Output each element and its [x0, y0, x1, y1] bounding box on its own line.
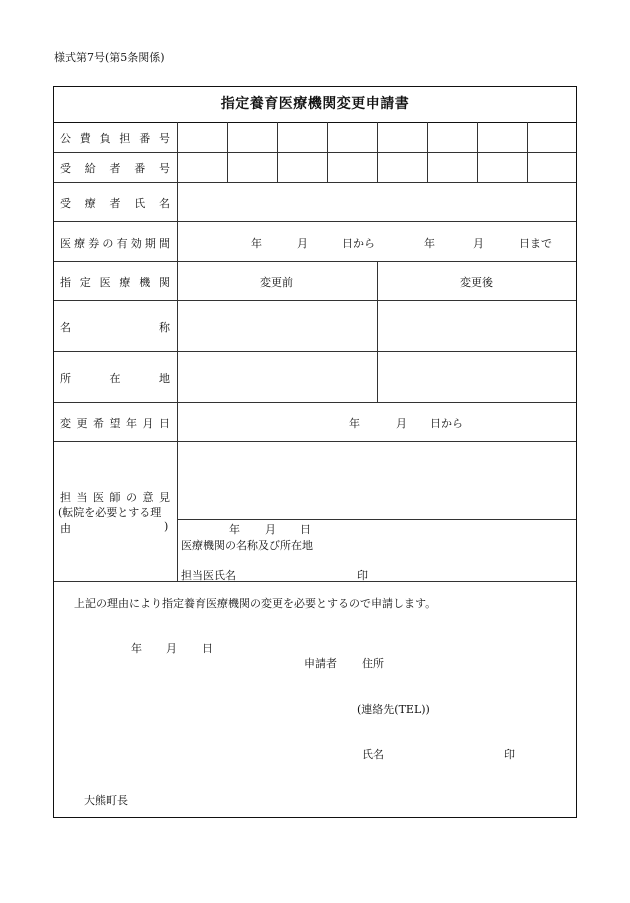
change-from: 日から	[430, 417, 463, 430]
header-before-change: 変更前	[260, 276, 293, 289]
declaration-day: 日	[202, 642, 213, 655]
opinion-facility-label: 医療機関の名称及び所在地	[181, 539, 313, 552]
row-line	[54, 300, 576, 301]
row-line	[54, 581, 576, 582]
declaration-year: 年	[131, 642, 142, 655]
digit-divider	[277, 122, 278, 182]
validity-month-1: 月	[297, 237, 308, 250]
label-name: 名 称	[60, 321, 170, 334]
before-after-divider	[377, 261, 378, 402]
validity-month-2: 月	[473, 237, 484, 250]
opinion-doctor-name-label: 担当医氏名	[181, 569, 236, 582]
change-month: 月	[396, 417, 407, 430]
row-line	[54, 441, 576, 442]
label-doctor-opinion-3-left: 由	[60, 522, 71, 535]
row-line	[54, 261, 576, 262]
row-line	[54, 221, 576, 222]
row-line	[54, 152, 576, 153]
label-doctor-opinion-1: 担 当 医 師 の 意 見	[60, 491, 170, 504]
validity-year-2: 年	[424, 237, 435, 250]
digit-divider	[227, 122, 228, 182]
form-number: 様式第7号(第5条関係)	[54, 51, 165, 64]
declaration-statement: 上記の理由により指定養育医療機関の変更を必要とするので申請します。	[74, 597, 437, 610]
address-label: 住所	[362, 657, 384, 670]
row-line	[177, 519, 576, 520]
label-patient-name: 受 療 者 氏 名	[60, 197, 170, 210]
opinion-seal: 印	[357, 569, 368, 582]
label-divider	[177, 122, 178, 581]
label-recipient-number: 受 給 者 番 号	[60, 162, 170, 175]
application-form	[53, 86, 577, 818]
label-doctor-opinion-2: (転院を必要とする理	[58, 506, 162, 519]
addressee: 大熊町長	[84, 794, 128, 807]
opinion-month: 月	[265, 523, 276, 536]
form-title: 指定養育医療機関変更申請書	[54, 87, 576, 123]
name-label: 氏名	[362, 748, 384, 761]
row-line	[54, 182, 576, 183]
row-line	[54, 402, 576, 403]
digit-divider	[477, 122, 478, 182]
label-designated-facility: 指 定 医 療 機 関	[60, 276, 170, 289]
declaration-month: 月	[166, 642, 177, 655]
validity-from: 日から	[342, 237, 375, 250]
header-after-change: 変更後	[460, 276, 493, 289]
validity-year-1: 年	[251, 237, 262, 250]
digit-divider	[527, 122, 528, 182]
applicant-seal: 印	[504, 748, 515, 761]
contact-label: (連絡先(TEL))	[357, 703, 430, 716]
label-public-number: 公 費 負 担 番 号	[60, 132, 170, 145]
label-change-date: 変 更 希 望 年 月 日	[60, 417, 170, 430]
row-line	[54, 351, 576, 352]
label-doctor-opinion-3-right: )	[164, 520, 169, 533]
validity-until: 日まで	[519, 237, 552, 250]
opinion-year: 年	[229, 523, 240, 536]
opinion-day: 日	[300, 523, 311, 536]
change-year: 年	[349, 417, 360, 430]
label-location: 所 在 地	[60, 372, 170, 385]
label-validity-period: 医 療 券 の 有 効 期 間	[60, 237, 170, 250]
digit-divider	[327, 122, 328, 182]
digit-divider	[377, 122, 378, 182]
digit-divider	[427, 122, 428, 182]
applicant-label: 申請者	[304, 657, 337, 670]
